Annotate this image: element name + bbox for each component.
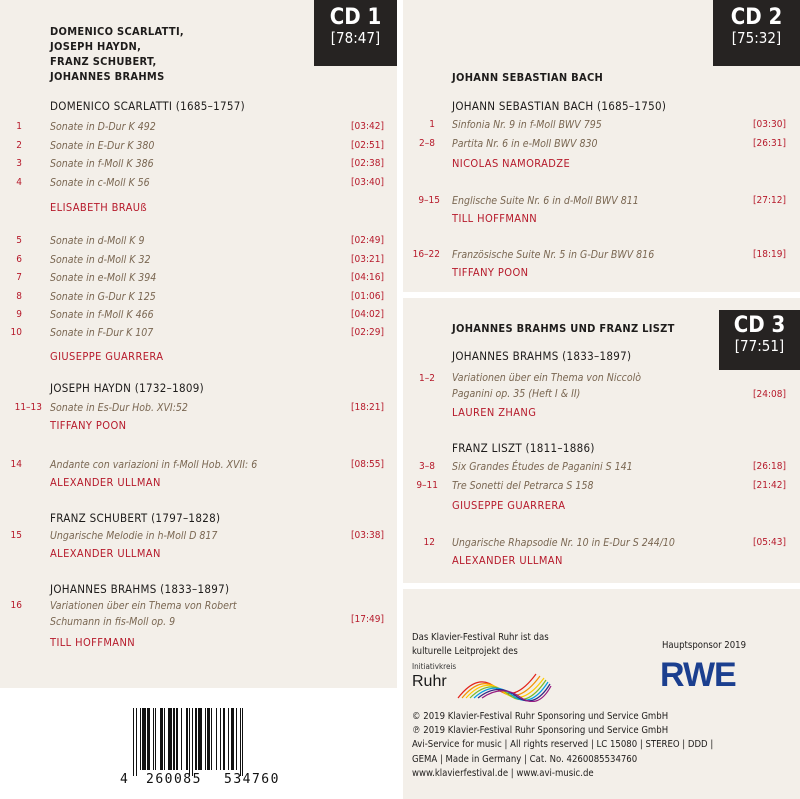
composer-heading: FRANZ LISZT (1811–1886) xyxy=(452,441,595,455)
track-duration: [04:02] xyxy=(351,309,384,320)
performer-name: TIFFANY POON xyxy=(50,419,127,432)
track-duration: [18:21] xyxy=(351,402,384,413)
ruhr-label: Ruhr xyxy=(412,673,447,690)
performer-name: GIUSEPPE GUARRERA xyxy=(50,350,164,363)
track-number: 6 xyxy=(16,254,22,265)
track-title: Sonate in e-Moll K 394 xyxy=(50,272,157,284)
main-sponsor-label: Hauptsponsor 2019 xyxy=(662,640,747,651)
composer-heading: JOSEPH HAYDN (1732–1809) xyxy=(50,381,204,395)
copyright-block xyxy=(412,710,713,781)
barcode-bar xyxy=(155,708,156,770)
cd3-heading: JOHANNES BRAHMS UND FRANZ LISZT xyxy=(452,322,675,335)
track-duration: [02:38] xyxy=(351,158,384,169)
barcode-bar xyxy=(205,708,206,770)
track-title: Sonate in Es-Dur Hob. XVI:52 xyxy=(50,402,188,414)
composer-heading: JOHANNES BRAHMS (1833–1897) xyxy=(452,349,632,363)
cd2-label-box xyxy=(713,0,800,66)
track-title: Sonate in d-Moll K 9 xyxy=(50,235,145,247)
barcode-bar xyxy=(140,708,141,770)
copyright-line: © 2019 Klavier-Festival Ruhr Sponsoring und Service GmbH xyxy=(412,711,669,722)
track-number: 9 xyxy=(16,309,22,320)
composer-heading: DOMENICO SCARLATTI (1685–1757) xyxy=(50,99,245,113)
track-number: 15 xyxy=(10,530,22,541)
cd2-label: CD 2 xyxy=(730,5,783,30)
track-number: 12 xyxy=(423,537,435,548)
cd2-heading: JOHANN SEBASTIAN BACH xyxy=(452,71,604,84)
performer-name: NICOLAS NAMORADZE xyxy=(452,157,571,170)
cd1-heading-line: JOSEPH HAYDN, xyxy=(50,40,142,53)
barcode-digit: 534760 xyxy=(224,772,280,787)
track-title: Sonate in f-Moll K 386 xyxy=(50,158,154,170)
track-title: Tre Sonetti del Petrarca S 158 xyxy=(452,480,594,492)
track-number: 2 xyxy=(16,140,22,151)
track-number: 16 xyxy=(10,600,22,611)
performer-name: ALEXANDER ULLMAN xyxy=(50,476,161,489)
track-title: Sonate in D-Dur K 492 xyxy=(50,121,156,133)
cd1-heading-line: FRANZ SCHUBERT, xyxy=(50,55,157,68)
track-title: Englische Suite Nr. 6 in d-Moll BWV 811 xyxy=(452,195,639,207)
track-duration: [17:49] xyxy=(351,614,384,625)
track-number: 9–15 xyxy=(418,195,440,206)
track-duration: [03:38] xyxy=(351,530,384,541)
track-title: Variationen über ein Thema von Robert Schumann in fis-Moll op. 9 xyxy=(50,600,237,628)
barcode-bar xyxy=(240,708,241,776)
initiativkreis-ruhr-logo xyxy=(412,662,552,702)
track-duration: [02:49] xyxy=(351,235,384,246)
track-duration: [04:16] xyxy=(351,272,384,283)
track-duration: [26:18] xyxy=(753,461,786,472)
track-duration: [24:08] xyxy=(753,389,786,400)
track-number: 10 xyxy=(10,327,22,338)
festival-text xyxy=(412,631,549,659)
initiativkreis-label: Initiativkreis xyxy=(412,662,457,671)
rwe-logo: RWE xyxy=(660,656,736,694)
barcode-bar xyxy=(133,708,134,776)
track-duration: [01:06] xyxy=(351,291,384,302)
website-links[interactable]: www.klavierfestival.de | www.avi-music.de xyxy=(412,767,594,779)
track-duration: [05:43] xyxy=(753,537,786,548)
barcode xyxy=(120,704,305,792)
cd3-duration: [77:51] xyxy=(734,337,785,355)
track-duration: [02:51] xyxy=(351,140,384,151)
cd2-duration: [75:32] xyxy=(731,29,782,47)
track-number: 1–2 xyxy=(419,373,435,384)
barcode-bar xyxy=(228,708,229,770)
performer-name: TILL HOFFMANN xyxy=(50,636,136,649)
barcode-bar xyxy=(164,708,165,770)
track-title: Sonate in E-Dur K 380 xyxy=(50,140,155,152)
track-number: 3 xyxy=(16,158,22,169)
track-title: Sonate in f-Moll K 466 xyxy=(50,309,154,321)
copyright-line: GEMA | Made in Germany | Cat. No. 4260085534760 xyxy=(412,753,638,765)
barcode-digit: 260085 xyxy=(146,772,202,787)
performer-name: LAUREN ZHANG xyxy=(452,406,537,419)
cd1-heading-line: JOHANNES BRAHMS xyxy=(50,70,165,83)
track-number: 3–8 xyxy=(419,461,435,472)
performer-name: ALEXANDER ULLMAN xyxy=(50,547,161,560)
barcode-bar xyxy=(236,708,237,770)
track-title: Sonate in c-Moll K 56 xyxy=(50,177,150,189)
track-number: 14 xyxy=(10,459,22,470)
track-duration: [08:55] xyxy=(351,459,384,470)
track-title: Sonate in F-Dur K 107 xyxy=(50,327,154,339)
barcode-bar xyxy=(231,708,235,770)
track-title: Six Grandes Études de Paganini S 141 xyxy=(452,461,633,473)
composer-heading: FRANZ SCHUBERT (1797–1828) xyxy=(50,511,221,525)
track-title: Andante con variazioni in f-Moll Hob. XVII: 6 xyxy=(50,459,258,471)
cd1-heading-line: DOMENICO SCARLATTI, xyxy=(50,25,184,38)
performer-name: TIFFANY POON xyxy=(452,266,529,279)
barcode-bar xyxy=(147,708,150,770)
barcode-bar xyxy=(195,708,196,770)
performer-name: TILL HOFFMANN xyxy=(452,212,538,225)
barcode-bar xyxy=(216,708,217,770)
cd1-label: CD 1 xyxy=(329,5,382,30)
barcode-bar xyxy=(192,708,193,776)
performer-name: ELISABETH BRAUß xyxy=(50,201,148,214)
composer-heading: JOHANNES BRAHMS (1833–1897) xyxy=(50,582,230,596)
cd1-label-box xyxy=(314,0,397,66)
barcode-bar xyxy=(186,708,187,770)
barcode-bar xyxy=(207,708,210,770)
track-number: 11–13 xyxy=(14,402,42,413)
barcode-bar xyxy=(173,708,174,770)
barcode-bar xyxy=(168,708,172,770)
track-number: 16–22 xyxy=(412,249,440,260)
track-title: Ungarische Melodie in h-Moll D 817 xyxy=(50,530,218,542)
track-duration: [03:42] xyxy=(351,121,384,132)
track-duration: [03:30] xyxy=(753,119,786,130)
track-title: Partita Nr. 6 in e-Moll BWV 830 xyxy=(452,138,598,150)
copyright-line: ℗ 2019 Klavier-Festival Ruhr Sponsoring und Service GmbH xyxy=(412,725,669,737)
barcode-bar xyxy=(153,708,154,770)
barcode-bar xyxy=(142,708,146,770)
track-duration: [21:42] xyxy=(753,480,786,491)
track-number: 4 xyxy=(16,177,22,188)
cd1-heading xyxy=(50,24,184,84)
track-number: 1 xyxy=(16,121,22,132)
barcode-digit: 4 xyxy=(120,772,128,787)
barcode-bars xyxy=(133,708,299,770)
track-title: Sinfonia Nr. 9 in f-Moll BWV 795 xyxy=(452,119,602,131)
track-number: 7 xyxy=(16,272,22,283)
performer-name: ALEXANDER ULLMAN xyxy=(452,554,563,567)
barcode-bar xyxy=(211,708,212,770)
barcode-bar xyxy=(242,708,243,776)
copyright-line: Avi-Service for music | All rights reserved | LC 15080 | STEREO | DDD | xyxy=(412,739,714,751)
barcode-bar xyxy=(220,708,221,770)
track-title: Sonate in G-Dur K 125 xyxy=(50,291,156,303)
track-title: Französische Suite Nr. 5 in G-Dur BWV 816 xyxy=(452,249,655,261)
barcode-bar xyxy=(160,708,163,770)
cd3-label-box xyxy=(719,310,800,370)
track-number: 2–8 xyxy=(419,138,435,149)
ruhr-wave-icon xyxy=(456,668,552,702)
track-duration: [18:19] xyxy=(753,249,786,260)
performer-name: GIUSEPPE GUARRERA xyxy=(452,499,566,512)
cd3-label: CD 3 xyxy=(733,313,786,338)
track-duration: [03:40] xyxy=(351,177,384,188)
barcode-bar xyxy=(136,708,137,776)
track-duration: [02:29] xyxy=(351,327,384,338)
composer-heading: JOHANN SEBASTIAN BACH (1685–1750) xyxy=(452,99,667,113)
barcode-bar xyxy=(223,708,226,770)
track-number: 9–11 xyxy=(416,480,438,491)
track-duration: [27:12] xyxy=(753,195,786,206)
festival-text-line: Das Klavier-Festival Ruhr ist das xyxy=(412,632,549,643)
track-duration: [03:21] xyxy=(351,254,384,265)
festival-text-line: kulturelle Leitprojekt des xyxy=(412,646,518,657)
track-duration: [26:31] xyxy=(753,138,786,149)
track-number: 1 xyxy=(429,119,435,130)
barcode-bar xyxy=(189,708,190,776)
cd1-duration: [78:47] xyxy=(330,29,381,47)
track-title: Sonate in d-Moll K 32 xyxy=(50,254,151,266)
track-title: Variationen über ein Thema von Niccolò Paganini op. 35 (Heft I & II) xyxy=(452,372,642,400)
barcode-bar xyxy=(176,708,179,770)
barcode-bar xyxy=(198,708,202,770)
barcode-bar xyxy=(181,708,182,770)
track-number: 8 xyxy=(16,291,22,302)
track-number: 5 xyxy=(16,235,22,246)
track-title: Ungarische Rhapsodie Nr. 10 in E-Dur S 244/10 xyxy=(452,537,675,549)
